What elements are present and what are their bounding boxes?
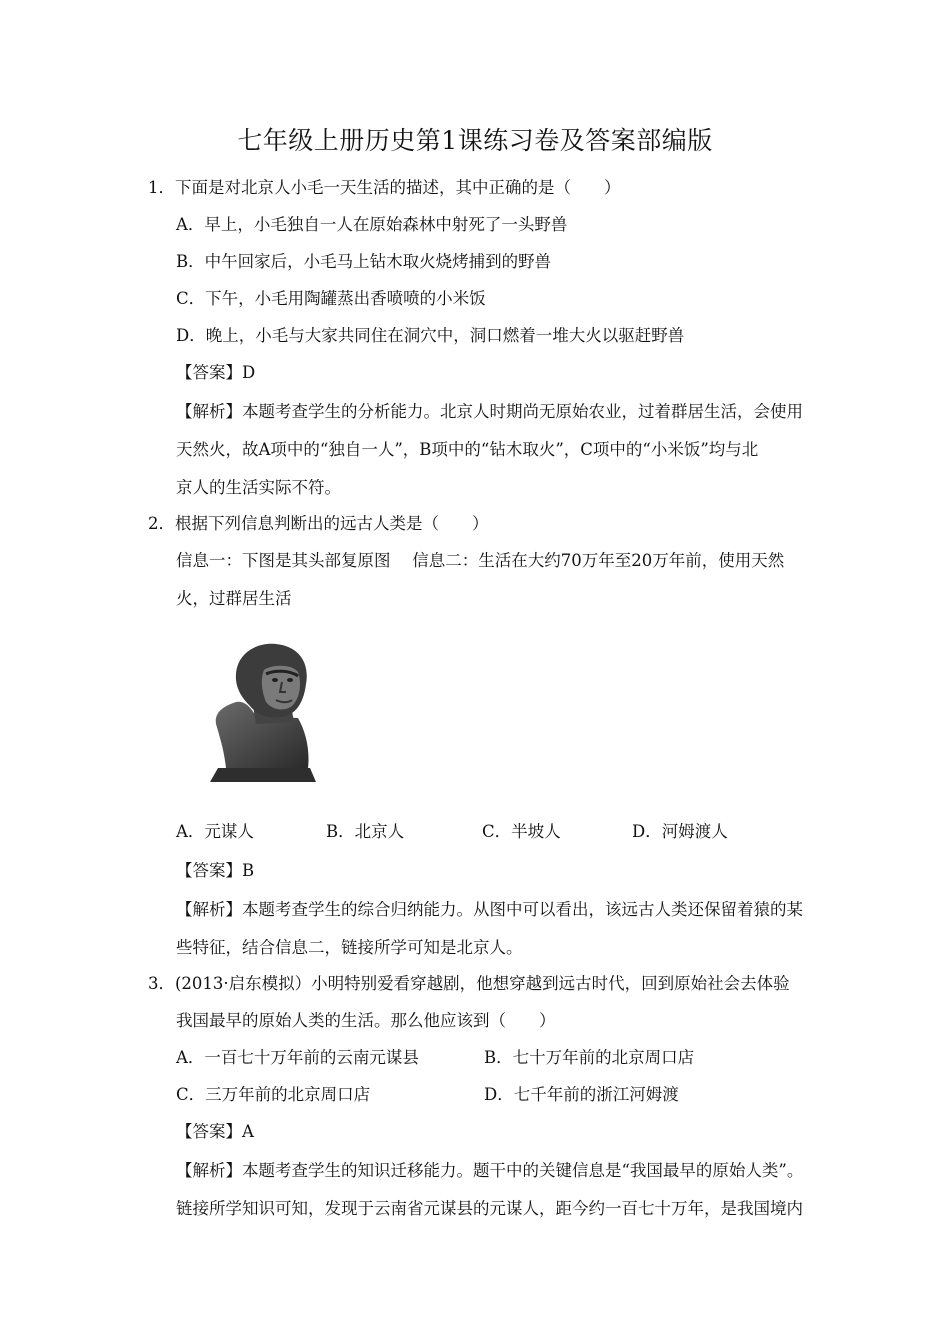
q3-option-b: B．七十万年前的北京周口店	[484, 1048, 695, 1067]
q3-explanation-line-2: 链接所学知识可知，发现于云南省元谋县的元谋人，距今约一百七十万年，是我国境内	[176, 1199, 803, 1218]
q1-explanation-line-3: 京人的生活实际不符。	[176, 478, 341, 497]
q3-option-c: C．三万年前的北京周口店	[176, 1085, 371, 1104]
q1-option-d: D．晚上，小毛与大家共同住在洞穴中，洞口燃着一堆大火以驱赶野兽	[176, 326, 685, 345]
q2-explanation-line-1: 【解析】本题考查学生的综合归纳能力。从图中可以看出，该远古人类还保留着猿的某	[176, 900, 803, 919]
q3-stem-line-2: 我国最早的原始人类的生活。那么他应该到（ ）	[176, 1011, 556, 1030]
q2-option-c: C．半坡人	[482, 822, 561, 841]
q1-explanation-line-2: 天然火，故A项中的“独自一人”，B项中的“钻木取火”，C项中的“小米饭”均与北	[176, 440, 759, 459]
q2-info-line-2: 火，过群居生活	[176, 589, 292, 608]
page-title: 七年级上册历史第1课练习卷及答案部编版	[237, 126, 713, 155]
q3-answer: 【答案】A	[176, 1122, 254, 1141]
q1-option-b: B．中午回家后，小毛马上钻木取火烧烤捕到的野兽	[176, 252, 552, 271]
q2-info-line-1: 信息一：下图是其头部复原图 信息二：生活在大约70万年至20万年前，使用天然	[176, 551, 785, 570]
q2-option-d: D．河姆渡人	[632, 822, 728, 841]
q3-option-a: A．一百七十万年前的云南元谋县	[176, 1048, 419, 1067]
q2-option-b: B．北京人	[326, 822, 405, 841]
q1-option-c: C．下午，小毛用陶罐蒸出香喷喷的小米饭	[176, 289, 486, 308]
peking-man-bust-image	[206, 640, 320, 786]
q3-explanation-line-1: 【解析】本题考查学生的知识迁移能力。题干中的关键信息是“我国最早的原始人类”。	[176, 1161, 804, 1180]
q2-explanation-line-2: 些特征，结合信息二，链接所学可知是北京人。	[176, 938, 523, 957]
q1-option-a: A．早上，小毛独自一人在原始森林中射死了一头野兽	[176, 215, 568, 234]
q2-answer: 【答案】B	[176, 861, 255, 880]
q1-explanation-line-1: 【解析】本题考查学生的分析能力。北京人时期尚无原始农业，过着群居生活，会使用	[176, 402, 803, 421]
q3-stem-line-1: 3．(2013·启东模拟）小明特别爱看穿越剧，他想穿越到远古时代，回到原始社会去体验	[148, 974, 790, 993]
q3-option-d: D．七千年前的浙江河姆渡	[484, 1085, 679, 1104]
q2-stem: 2．根据下列信息判断出的远古人类是（ ）	[148, 514, 489, 533]
q2-option-a: A．元谋人	[176, 822, 254, 841]
q1-answer: 【答案】D	[176, 363, 256, 382]
q1-stem: 1．下面是对北京人小毛一天生活的描述，其中正确的是（ ）	[148, 178, 621, 197]
